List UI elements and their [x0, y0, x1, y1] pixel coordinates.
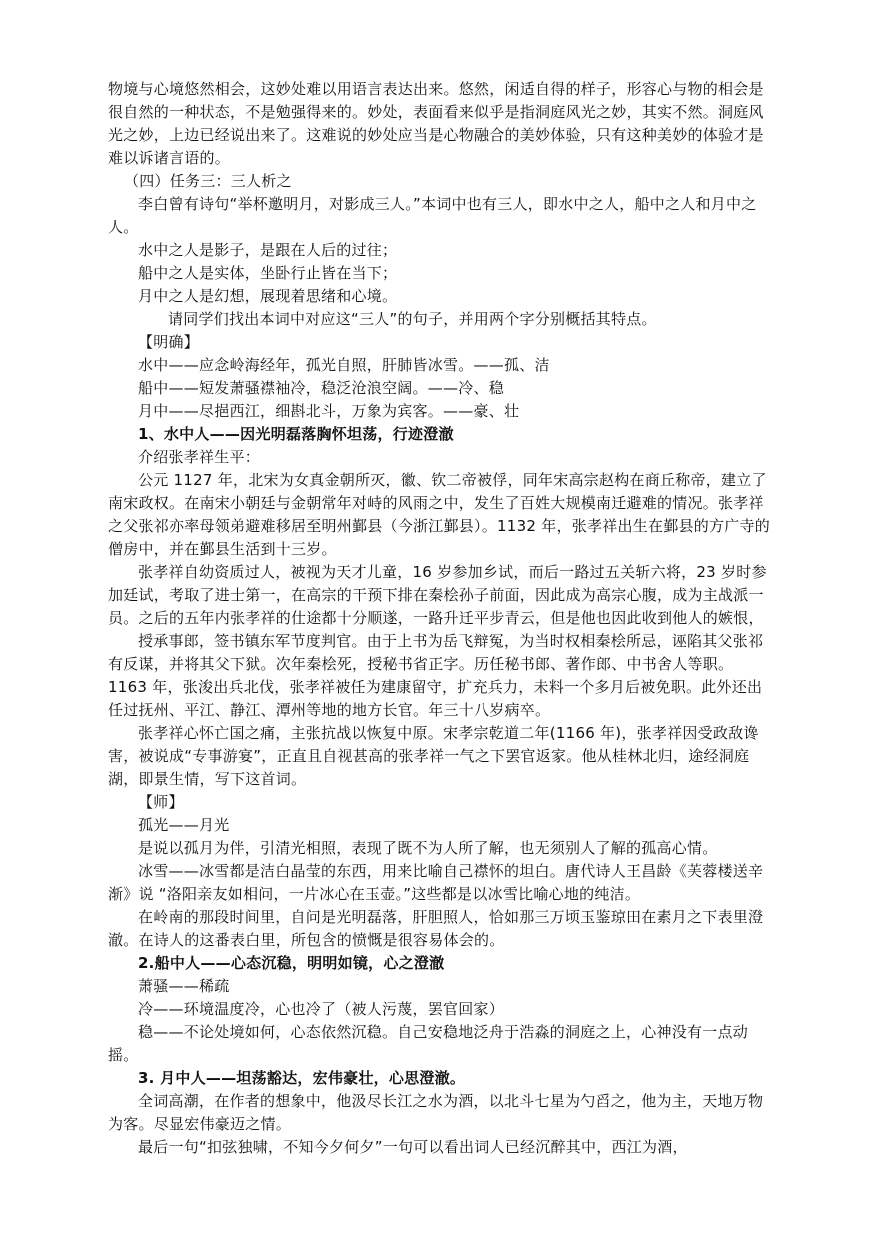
term-leng: 冷——环境温度冷，心也冷了（被人污蔑，罢官回家）: [138, 1000, 505, 1018]
answer-water: 水中——应念岭海经年，孤光自照，肝肺皆冰雪。——孤、洁: [138, 356, 550, 374]
paragraph-last-line: 最后一句“扣弦独啸，不知今夕何夕”一句可以看出词人已经沉醉其中，西江为酒，: [138, 1138, 688, 1156]
paragraph-question: 请同学们找出本词中对应这“三人”的句子，并用两个字分别概括其特点。: [168, 310, 657, 328]
section-heading-task3: （四）任务三：三人析之: [124, 172, 292, 190]
paragraph-guguang: 是说以孤月为伴，引清光相照，表现了既不为人所了解，也无须别人了解的孤高心情。: [138, 839, 718, 857]
answer-moon: 月中——尽挹西江，细斟北斗，万象为宾客。——豪、壮: [138, 402, 520, 420]
line-moon-person: 月中之人是幻想，展现着思绪和心境。: [138, 287, 398, 305]
paragraph-bingxue: 冰雪——冰雪都是洁白晶莹的东西，用来比喻自己襟怀的坦白。唐代诗人王昌龄《芙蓉楼送辛渐》说 “洛阳亲友如相问，一片冰心在玉壶。”这些都是以冰雪比喻心地的纯洁。: [108, 862, 764, 903]
term-xiaosao: 萧骚——稀疏: [138, 977, 230, 995]
label-biography: 介绍张孝祥生平：: [138, 448, 261, 466]
heading-boat-person: 2.船中人——心态沉稳，明明如镜，心之澄澈: [138, 954, 445, 972]
label-answer: 【明确】: [138, 333, 200, 351]
answer-boat: 船中——短发萧骚襟袖冷，稳泛沧浪空阔。——冷、稳: [138, 379, 505, 397]
paragraph-wen: 稳——不论处境如何，心态依然沉稳。自己安稳地泛舟于浩淼的洞庭之上，心神没有一点动摇。: [108, 1023, 749, 1064]
paragraph-intro: 物境与心境悠然相会，这妙处难以用语言表达出来。悠然，闲适自得的样子，形容心与物的相会是很自然的一种状态，不是勉强得来的。妙处，表面看来似乎是指洞庭风光之妙，其实不然。洞庭风光之妙，上边已经说出来了。这难说的妙处应当是心物融合的美妙体验，只有这种美妙的体验才是难以诉诸言语的。: [108, 80, 764, 167]
paragraph-li-bai: 李白曾有诗句“举杯邀明月，对影成三人。”本词中也有三人，即水中之人，船中之人和月中之人。: [108, 195, 757, 236]
heading-moon-person: 3. 月中人——坦荡豁达，宏伟豪壮，心思澄澈。: [138, 1069, 466, 1087]
paragraph-bio-1: 公元 1127 年，北宋为女真金朝所灭，徽、钦二帝被俘，同年宋高宗赵构在商丘称帝，建立了南宋政权。在南宋小朝廷与金朝常年对峙的风雨之中，发生了百姓大规模南迁避难的情况。张孝祥之父张祁亦率母领弟避难移居至明州鄞县（今浙江鄞县）。1132 年，张孝祥出生在鄞县的方广寺的僧房中，并在鄞县生活到十三岁。: [108, 471, 770, 558]
paragraph-bio-4: 张孝祥心怀亡国之痛，主张抗战以恢复中原。宋孝宗乾道二年(1166 年)，张孝祥因受政敌谗害，被说成“专事游宴”，正直且自视甚高的张孝祥一气之下罢官返家。他从桂林北归，途经洞庭湖，即景生情，写下这首词。: [108, 724, 759, 788]
term-guguang: 孤光——月光: [138, 816, 230, 834]
paragraph-climax: 全词高潮，在作者的想象中，他汲尽长江之水为酒，以北斗七星为勺舀之，他为主，天地万物为客。尽显宏伟豪迈之情。: [108, 1092, 764, 1133]
paragraph-bio-2: 张孝祥自幼资质过人，被视为天才儿童，16 岁参加乡试，而后一路过五关斩六将，23 岁时参加廷试，考取了进士第一，在高宗的干预下排在秦桧孙子前面，因此成为高宗心腹，成为主战派一员。之后的五年内张孝祥的仕途都十分顺遂，一路升迁平步青云，但是他也因此收到他人的嫉恨，: [108, 563, 767, 627]
heading-water-person: 1、水中人——因光明磊落胸怀坦荡，行迹澄澈: [138, 425, 454, 443]
paragraph-bio-3: 授承事郎，签书镇东军节度判官。由于上书为岳飞辩冤，为当时权相秦桧所忌，诬陷其父张祁有反谋，并将其父下狱。次年秦桧死，授秘书省正字。历任秘书郎、著作郎、中书舍人等职。1163 年，张浚出兵北伐，张孝祥被任为建康留守，扩充兵力，未料一个多月后被免职。此外还出任过抚州、平江、静江、潭州等地的地方长官。年三十八岁病卒。: [108, 632, 764, 719]
line-boat-person: 船中之人是实体，坐卧行止皆在当下；: [138, 264, 398, 282]
document-page: [108, 78, 772, 1159]
line-water-person: 水中之人是影子，是跟在人后的过往；: [138, 241, 398, 259]
label-teacher: 【师】: [138, 793, 184, 811]
paragraph-lingnan: 在岭南的那段时间里，自问是光明磊落，肝胆照人，恰如那三万顷玉鉴琼田在素月之下表里澄澈。在诗人的这番表白里，所包含的愤慨是很容易体会的。: [108, 908, 764, 949]
